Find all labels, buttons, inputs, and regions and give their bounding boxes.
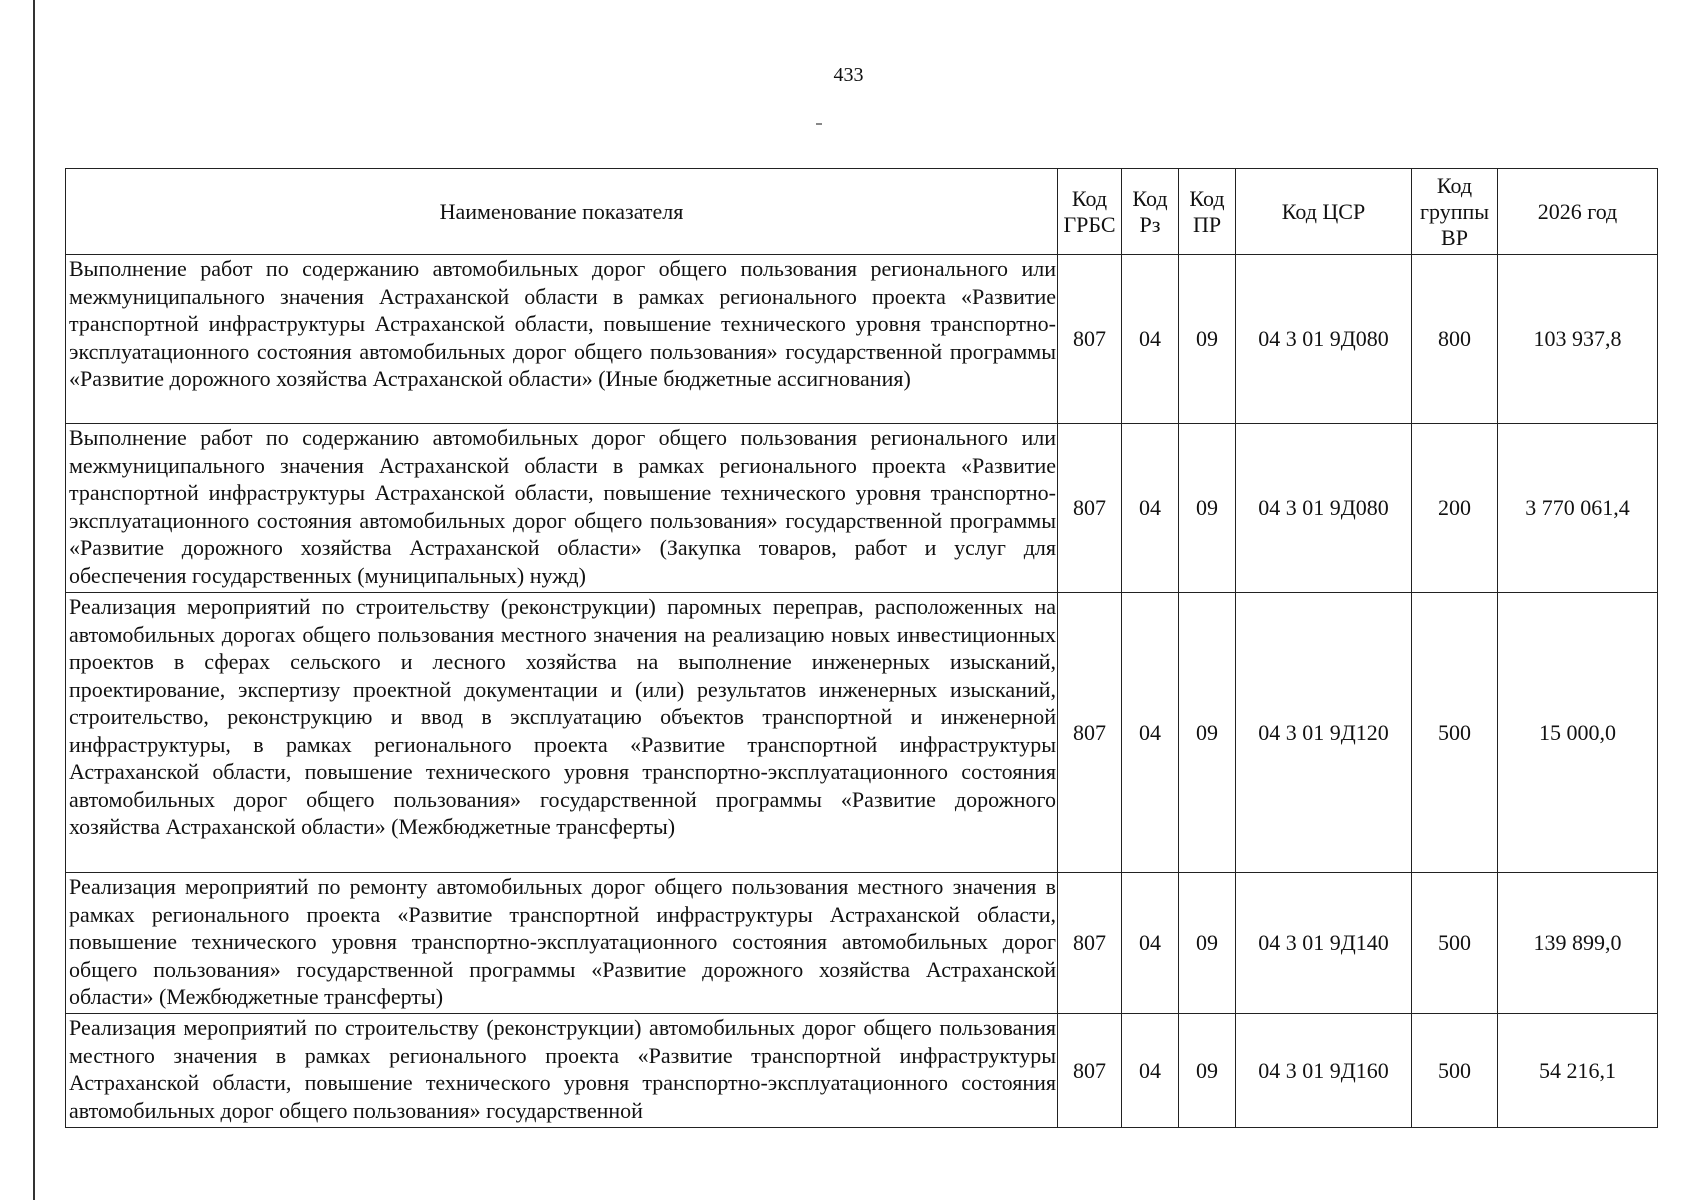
row-name: Реализация мероприятий по ремонту автомобильных дорог общего пользования местного значения в рамках регионального проекта «Развитие транспортной инфраструктуры Астраханской области, повышение технического уровня транспортно-эксплуатационного состояния автомобильных дорог общего пользования» государственной программы «Развитие дорожного хозяйства Астраханской области» (Межбюджетные трансферты) (66, 873, 1058, 1014)
row-grbs: 807 (1058, 1014, 1122, 1128)
row-name: Выполнение работ по содержанию автомобильных дорог общего пользования регионального или межмуниципального значения Астраханской области в рамках регионального проекта «Развитие транспортной инфраструктуры Астраханской области, повышение технического уровня транспортно-эксплуатационного состояния автомобильных дорог общего пользования» государственной программы «Развитие дорожного хозяйства Астраханской области» (Закупка товаров, работ и услуг для обеспечения государственных (муниципальных) нужд) (66, 424, 1058, 593)
row-name: Реализация мероприятий по строительству (реконструкции) автомобильных дорог общего пользования местного значения в рамках регионального проекта «Развитие транспортной инфраструктуры Астраханской области, повышение технического уровня транспортно-эксплуатационного состояния автомобильных дорог общего пользования» государственной (66, 1014, 1058, 1128)
row-rz: 04 (1122, 255, 1179, 424)
header-name: Наименование показателя (66, 169, 1058, 255)
row-vr: 500 (1412, 1014, 1498, 1128)
row-vr: 500 (1412, 873, 1498, 1014)
header-year: 2026 год (1498, 169, 1658, 255)
row-amount: 139 899,0 (1498, 873, 1658, 1014)
row-csr: 04 3 01 9Д080 (1236, 424, 1412, 593)
row-pr: 09 (1179, 424, 1236, 593)
scan-speck (816, 123, 822, 125)
row-csr: 04 3 01 9Д160 (1236, 1014, 1412, 1128)
table-row (66, 873, 1658, 1014)
row-name: Реализация мероприятий по строительству (реконструкции) паромных переправ, расположенных на автомобильных дорогах общего пользования местного значения на реализацию новых инвестиционных проектов в сферах сельского и лесного хозяйства на выполнение инженерных изысканий, проектирование, экспертизу проектной документации и (или) результатов инженерных изысканий, строительство, реконструкцию и ввод в эксплуатацию объектов транспортной и инженерной инфраструктуры, в рамках регионального проекта «Развитие транспортной инфраструктуры Астраханской области, повышение технического уровня транспортно-эксплуатационного состояния автомобильных дорог общего пользования» государственной программы «Развитие дорожного хозяйства Астраханской области» (Межбюджетные трансферты) (66, 593, 1058, 873)
row-rz: 04 (1122, 593, 1179, 873)
row-vr: 500 (1412, 593, 1498, 873)
row-amount: 3 770 061,4 (1498, 424, 1658, 593)
table-row (66, 593, 1658, 873)
table-row (66, 1014, 1658, 1128)
header-vr: Код группы ВР (1412, 169, 1498, 255)
row-csr: 04 3 01 9Д140 (1236, 873, 1412, 1014)
row-csr: 04 3 01 9Д080 (1236, 255, 1412, 424)
header-rz: Код Рз (1122, 169, 1179, 255)
row-grbs: 807 (1058, 424, 1122, 593)
row-amount: 15 000,0 (1498, 593, 1658, 873)
table-row (66, 255, 1658, 424)
budget-table (65, 168, 1658, 1128)
binding-line (33, 0, 35, 1200)
header-row (66, 169, 1658, 255)
row-pr: 09 (1179, 593, 1236, 873)
row-pr: 09 (1179, 255, 1236, 424)
row-pr: 09 (1179, 1014, 1236, 1128)
row-rz: 04 (1122, 873, 1179, 1014)
row-grbs: 807 (1058, 593, 1122, 873)
row-grbs: 807 (1058, 255, 1122, 424)
row-grbs: 807 (1058, 873, 1122, 1014)
row-rz: 04 (1122, 1014, 1179, 1128)
row-amount: 103 937,8 (1498, 255, 1658, 424)
row-csr: 04 3 01 9Д120 (1236, 593, 1412, 873)
row-amount: 54 216,1 (1498, 1014, 1658, 1128)
row-vr: 200 (1412, 424, 1498, 593)
header-pr: Код ПР (1179, 169, 1236, 255)
page-number: 433 (833, 64, 864, 86)
row-rz: 04 (1122, 424, 1179, 593)
header-grbs: Код ГРБС (1058, 169, 1122, 255)
row-pr: 09 (1179, 873, 1236, 1014)
header-csr: Код ЦСР (1236, 169, 1412, 255)
table-row (66, 424, 1658, 593)
row-name: Выполнение работ по содержанию автомобильных дорог общего пользования регионального или межмуниципального значения Астраханской области в рамках регионального проекта «Развитие транспортной инфраструктуры Астраханской области, повышение технического уровня транспортно-эксплуатационного состояния автомобильных дорог общего пользования» государственной программы «Развитие дорожного хозяйства Астраханской области» (Иные бюджетные ассигнования) (66, 255, 1058, 424)
row-vr: 800 (1412, 255, 1498, 424)
